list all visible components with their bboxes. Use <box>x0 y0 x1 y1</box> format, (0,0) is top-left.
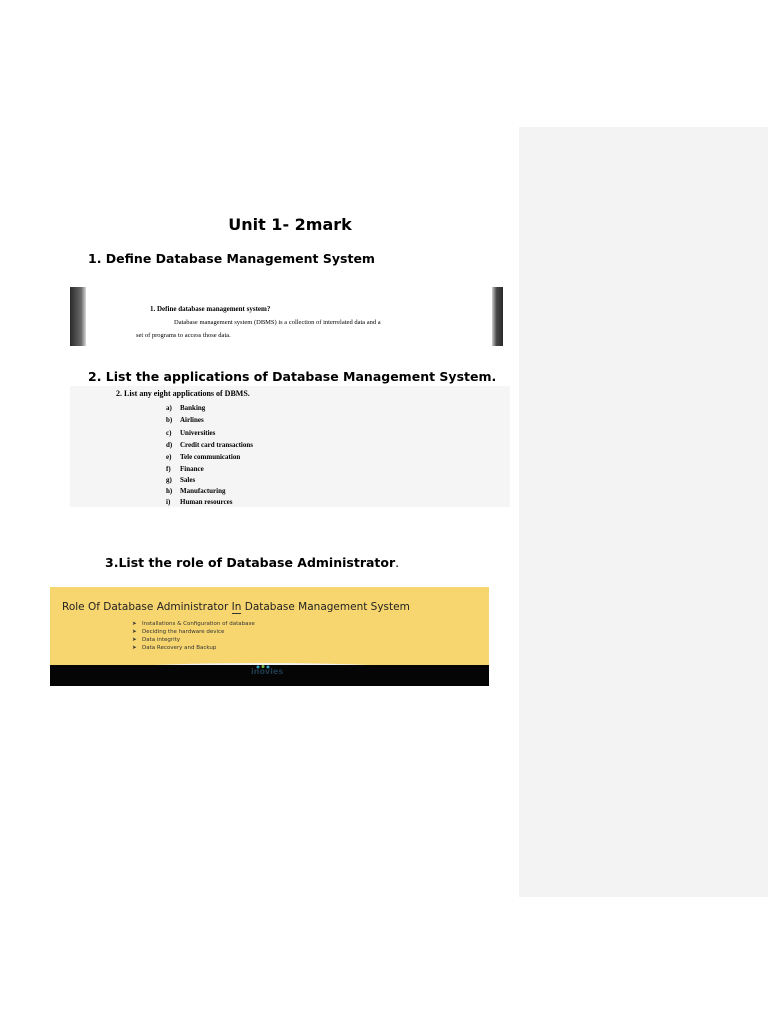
question-2-heading: 2. List the applications of Database Management System. <box>88 369 497 384</box>
question-1-image <box>70 287 503 346</box>
image1-answer-line2: set of programs to access those data. <box>136 332 231 339</box>
list-item: e) Tele communication <box>166 453 241 461</box>
list-item: a) Banking <box>166 404 206 412</box>
list-item: d) Credit card transactions <box>166 441 253 449</box>
question-1-heading: 1. Define Database Management System <box>88 251 375 266</box>
comment-pane <box>519 127 768 897</box>
list-item: f) Finance <box>166 465 204 473</box>
banner-bullet: ➤ Data integrity <box>132 637 181 643</box>
banner-bullet: ➤ Installations & Configuration of database <box>132 621 255 627</box>
inovies-logo: inovies <box>251 667 284 676</box>
question-3-heading: 3.List the role of Database Administrator. <box>105 555 400 570</box>
page-title: Unit 1- 2mark <box>228 215 352 234</box>
arrow-bullet-icon: ➤ <box>132 621 137 627</box>
banner-bullet: ➤ Data Recovery and Backup <box>132 645 217 651</box>
image-edge-left <box>70 287 86 346</box>
image2-question: 2. List any eight applications of DBMS. <box>116 389 250 398</box>
question-2-image <box>70 386 510 507</box>
list-item: c) Universities <box>166 429 216 437</box>
banner-bullet: ➤ Deciding the hardware device <box>132 629 225 635</box>
image1-question: 1. Define database management system? <box>150 305 271 313</box>
image-edge-right <box>492 287 503 346</box>
question-3-image <box>50 587 489 686</box>
arrow-bullet-icon: ➤ <box>132 637 137 643</box>
list-item: g) Sales <box>166 476 196 484</box>
list-item: i) Human resources <box>166 498 233 506</box>
arrow-bullet-icon: ➤ <box>132 629 137 635</box>
list-item: b) Airlines <box>166 416 204 424</box>
image1-answer-line1: Database management system (DBMS) is a collection of interrelated data and a <box>174 319 381 326</box>
list-item: h) Manufacturing <box>166 487 226 495</box>
arrow-bullet-icon: ➤ <box>132 645 137 651</box>
banner-title: Role Of Database Administrator In Database Management System <box>62 601 410 613</box>
